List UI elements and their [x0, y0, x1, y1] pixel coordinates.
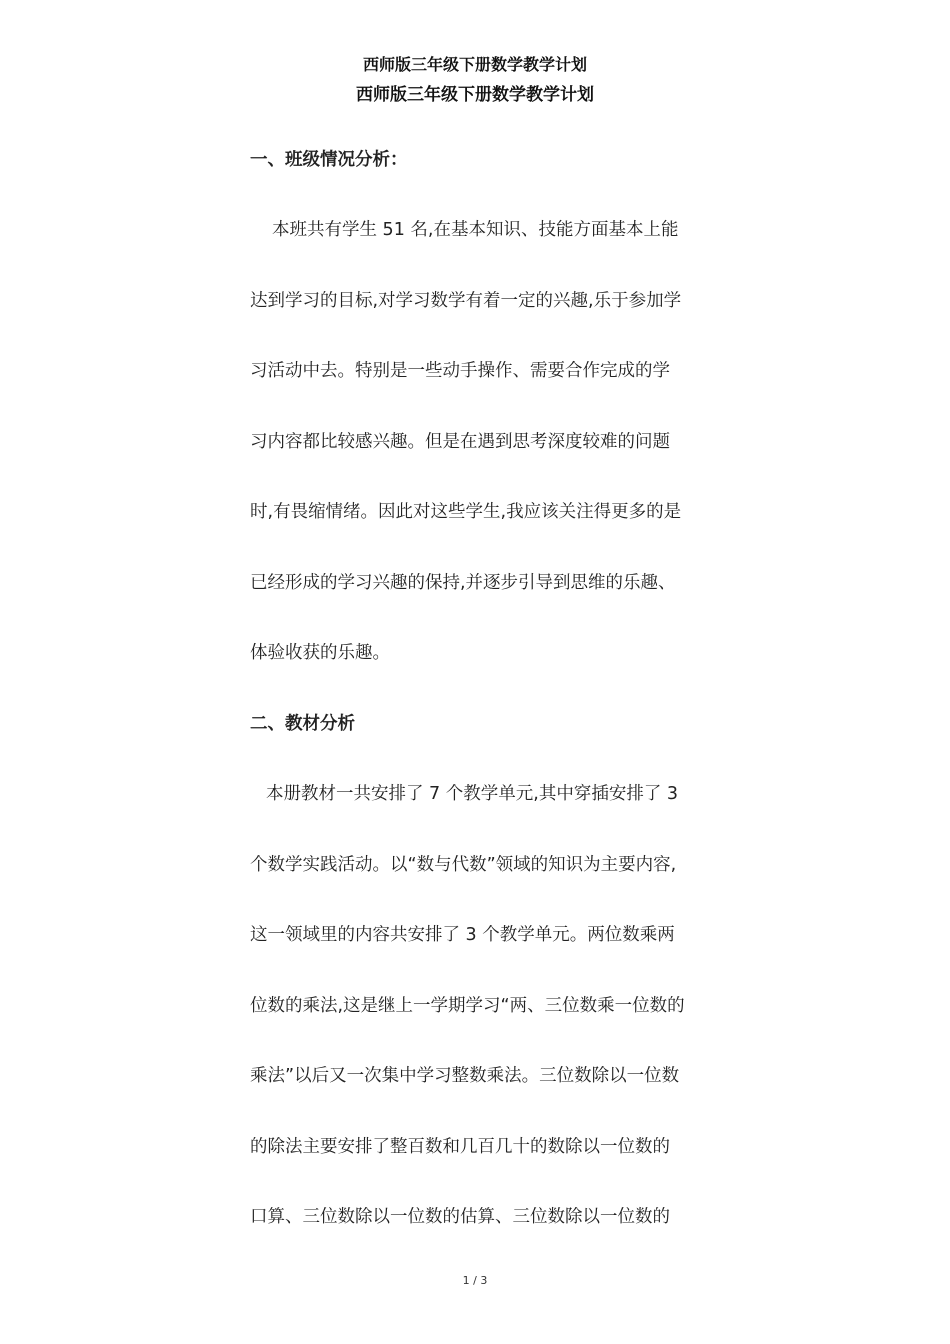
paragraph-line: 时,有畏缩情绪。因此对这些学生,我应该关注得更多的是	[250, 502, 682, 522]
section-heading-class-analysis: 一、班级情况分析：	[250, 150, 408, 170]
paragraph-line: 乘法”以后又一次集中学习整数乘法。三位数除以一位数	[250, 1066, 680, 1086]
page-number: 1 / 3	[462, 1274, 488, 1287]
paragraph-line: 位数的乘法,这是继上一学期学习“两、三位数乘一位数的	[250, 996, 685, 1016]
document-title: 西师版三年级下册数学教学计划	[362, 55, 587, 74]
paragraph-line: 习活动中去。特别是一些动手操作、需要合作完成的学	[250, 361, 670, 381]
section-heading-textbook-analysis: 二、教材分析	[250, 714, 355, 734]
paragraph-line: 达到学习的目标,对学习数学有着一定的兴趣,乐于参加学	[250, 291, 682, 311]
paragraph-line: 口算、三位数除以一位数的估算、三位数除以一位数的	[250, 1207, 670, 1227]
paragraph-line: 个数学实践活动。以“数与代数”领域的知识为主要内容,	[250, 855, 677, 875]
paragraph-line: 本班共有学生 51 名,在基本知识、技能方面基本上能	[272, 220, 679, 240]
paragraph-line: 习内容都比较感兴趣。但是在遇到思考深度较难的问题	[250, 432, 670, 452]
paragraph-line: 已经形成的学习兴趣的保持,并逐步引导到思维的乐趣、	[250, 573, 676, 593]
paragraph-line: 本册教材一共安排了 7 个教学单元,其中穿插安排了 3	[266, 784, 679, 804]
paragraph-line: 的除法主要安排了整百数和几百几十的数除以一位数的	[250, 1137, 670, 1157]
document-subtitle: 西师版三年级下册数学教学计划	[356, 85, 594, 105]
paragraph-line: 体验收获的乐趣。	[250, 643, 390, 663]
paragraph-line: 这一领域里的内容共安排了 3 个教学单元。两位数乘两	[250, 925, 675, 945]
